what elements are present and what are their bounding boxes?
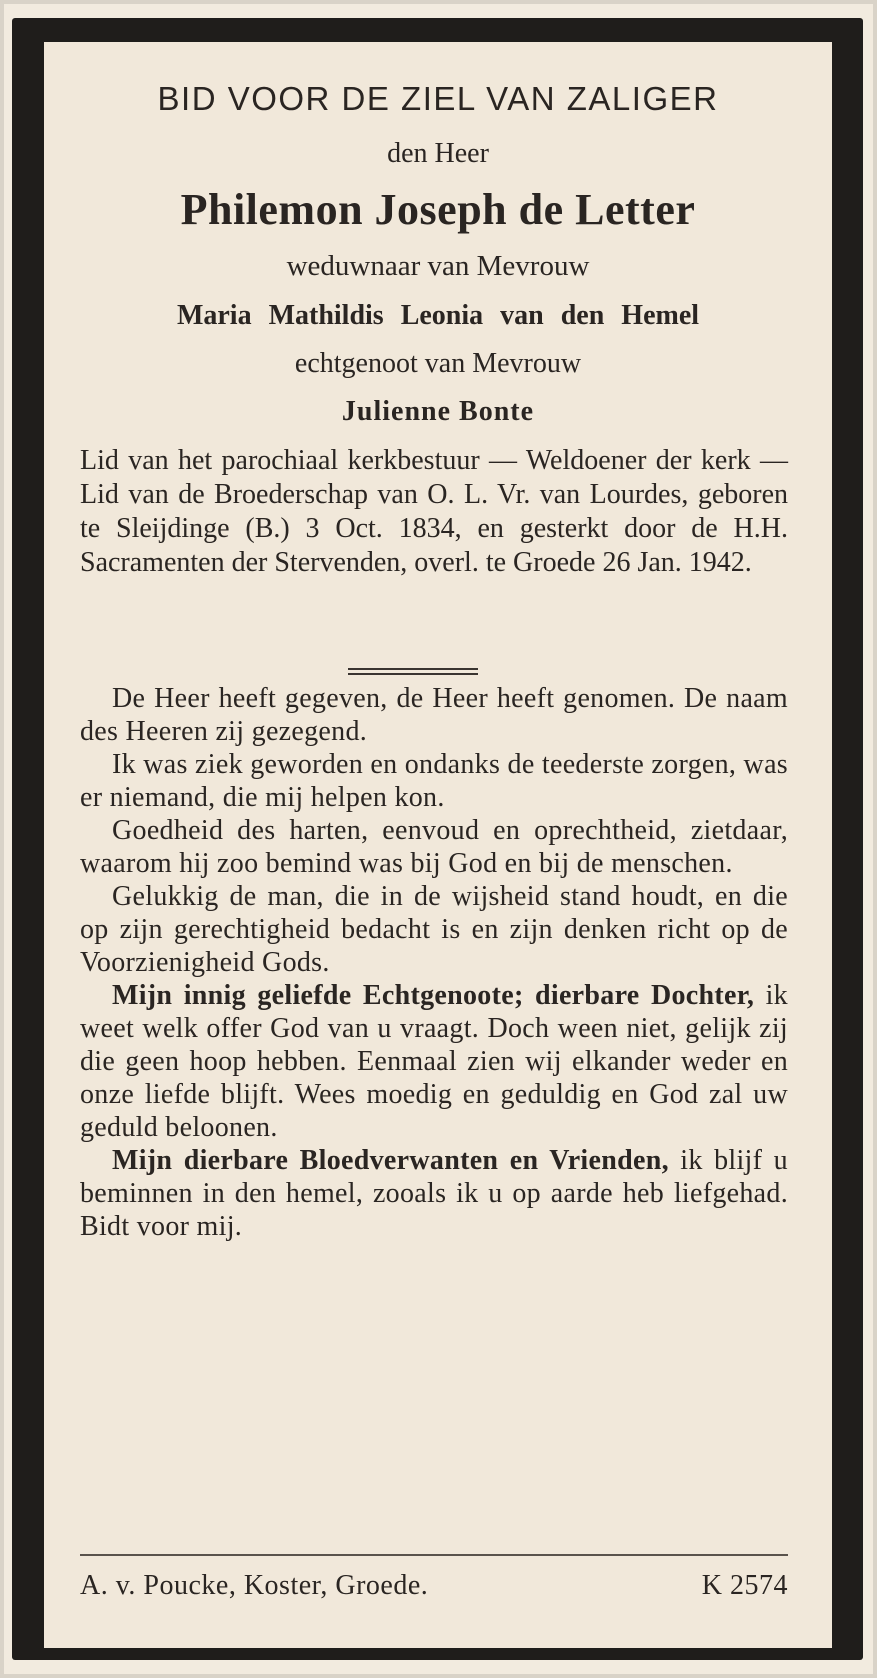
quote-bold-address: Mijn dierbare Bloedverwanten en Vrienden, xyxy=(112,1145,669,1176)
spouse-line: echtgenoot van Mevrouw xyxy=(294,348,582,379)
title-line: den Heer xyxy=(387,138,489,169)
widower-line: weduwnaar van Mevrouw xyxy=(286,250,590,282)
quote-paragraph xyxy=(80,979,788,1144)
quote-paragraph xyxy=(80,1144,788,1243)
quote-paragraph: De Heer heeft gegeven, de Heer heeft genomen. De naam des Heeren zij gezegend. xyxy=(80,683,788,747)
second-wife-name: Julienne Bonte xyxy=(341,396,535,427)
memorial-card xyxy=(4,4,873,1674)
quote-paragraph: Ik was ziek geworden en ondanks de teederste zorgen, was er niemand, die mij helpen kon. xyxy=(80,749,788,813)
print-code: K 2574 xyxy=(701,1570,788,1601)
double-divider xyxy=(348,668,478,675)
quote-paragraph: Gelukkig de man, die in de wijsheid stand houdt, en die op zijn gerechtigheid bedacht is en zijn denken richt op de Voorzienigheid Gods. xyxy=(80,881,788,978)
quote-paragraph: Goedheid des harten, eenvoud en oprechtheid, zietdaar, waarom hij zoo bemind was bij God en bij de menschen. xyxy=(80,815,788,879)
prayer-heading: BID VOOR DE ZIEL VAN ZALIGER xyxy=(157,80,719,117)
card-inner-panel xyxy=(44,42,832,1648)
quotes-section xyxy=(80,682,788,1243)
quote-text: ik blijf u beminnen in den hemel, zooals ik u op aarde heb liefgehad. Bidt voor mij. xyxy=(80,1145,788,1242)
biography-paragraph: Lid van het parochiaal kerkbestuur — Weldoener der kerk — Lid van de Broederschap van O. L. Vr. van Lourdes, geboren te Sleijdinge (B.) 3 Oct. 1834, en gesterkt door de H.H. Sacramenten der Stervenden, overl. te Groede 26 Jan. 1942. xyxy=(80,445,788,578)
quote-bold-address: Mijn innig geliefde Echtgenoote; dierbare Dochter, xyxy=(112,980,755,1011)
printer-name: A. v. Poucke, Koster, Groede. xyxy=(80,1570,429,1601)
printer-footer xyxy=(80,1570,788,1602)
quote-text: ik weet welk offer God van u vraagt. Doch ween niet, gelijk zij die geen hoop hebben. Eenmaal zien wij elkander weder en onze liefde blijft. Wees moedig en geduldig en God zal uw geduld beloonen. xyxy=(80,980,788,1143)
deceased-name: Philemon Joseph de Letter xyxy=(180,185,696,234)
first-wife-name: Maria Mathildis Leonia van den Hemel xyxy=(176,300,700,331)
footer-rule xyxy=(80,1554,788,1556)
